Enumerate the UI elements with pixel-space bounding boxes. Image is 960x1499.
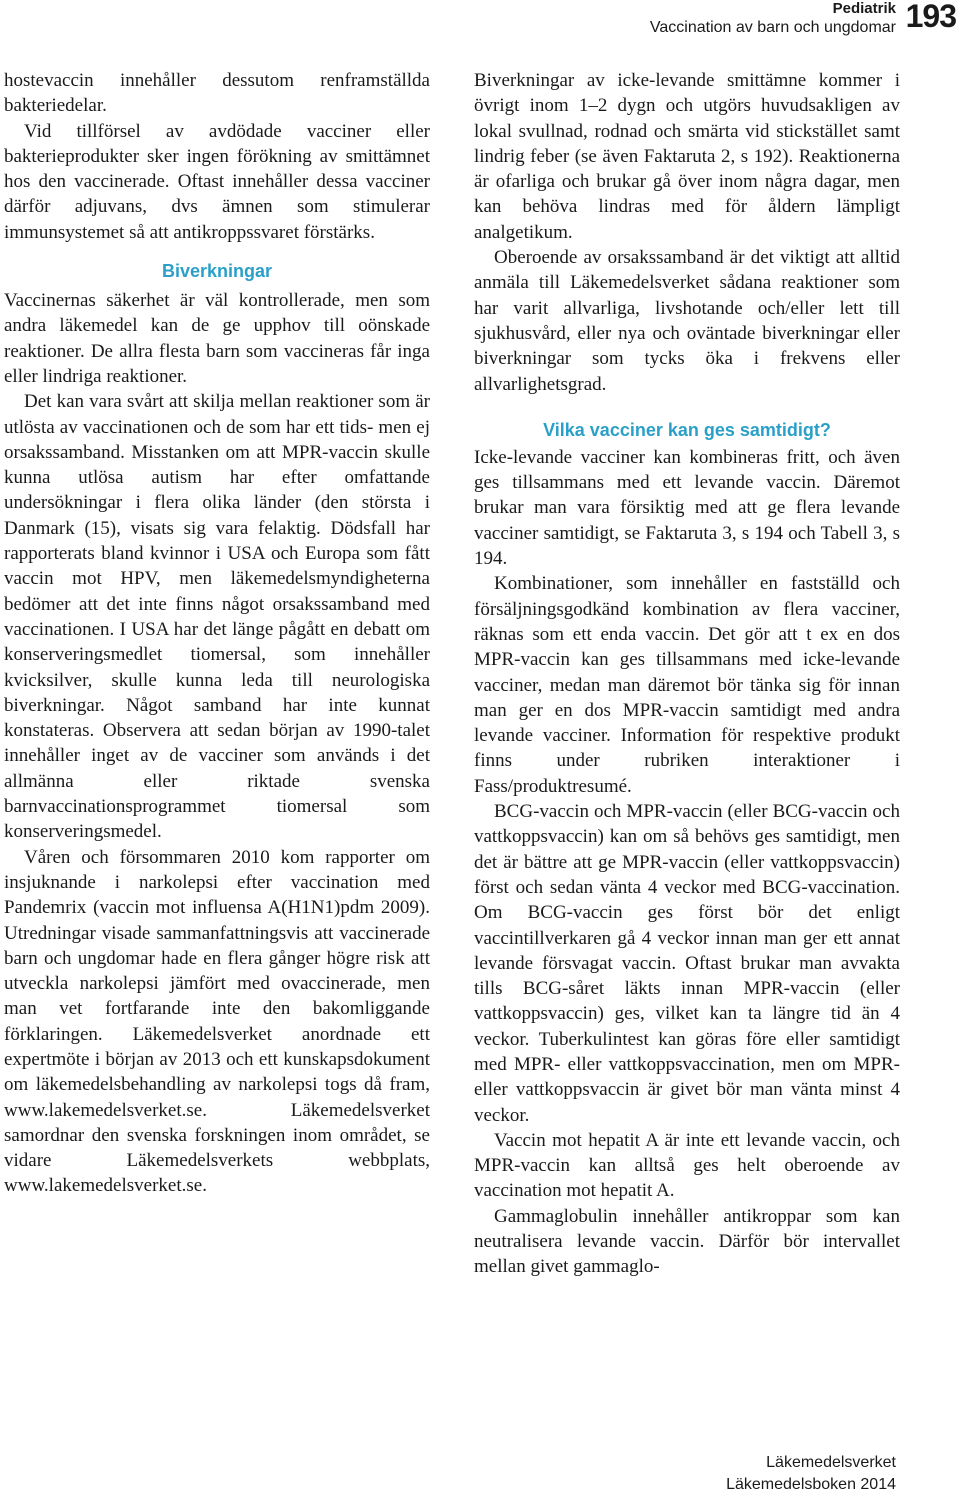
paragraph: Vaccinernas säkerhet är väl kontrollerade, men som andra läkemedel kan de ge upphov till oönskade reaktioner. De allra flesta barn som vaccineras får inga eller lindriga reaktioner. (4, 290, 430, 387)
right-column (474, 68, 900, 1280)
paragraph: Vaccin mot hepatit A är inte ett levande vaccin, och MPR-vaccin kan alltså ges helt oberoende av vaccination mot hepatit A. (474, 1129, 900, 1202)
page-number: 193 (905, 0, 956, 34)
running-header (650, 0, 896, 39)
page-footer (726, 1452, 896, 1496)
section-name: Pediatrik (832, 0, 896, 17)
paragraph: Icke-levande vacciner kan kombineras fritt, och även ges tillsammans med ett levande vaccin. Däremot brukar man vara försiktig med att ge flera levande vacciner samtidigt, se Faktaruta 3, s 194 och Tabell 3, s 194. (474, 446, 900, 570)
publisher-name: Läkemedelsverket (766, 1454, 896, 1471)
book-title: Läkemedelsboken 2014 (726, 1476, 896, 1493)
paragraph: Oberoende av orsakssamband är det viktigt att alltid anmäla till Läkemedelsverket sådana reaktioner som har varit allvarliga, livshotande och/eller lett till sjukhusvård, eller nya och oväntade biverkningar eller biverkningar som tycks öka i frekvens eller allvarlighetsgrad. (474, 247, 900, 395)
paragraph: Det kan vara svårt att skilja mellan reaktioner som är utlösta av vaccinationen och de som har ett tids- men ej orsakssamband. Misstanken om att MPR-vaccin skulle kunna utlösa autism har efter omfattande undersökningar i flera olika länder (den största i Danmark (15), visats sig vara felaktig. Dödsfall har rapporterats bland kvinnor i USA och Europa som fått vaccin mot HPV, men läkemedelsmyndigheterna bedömer att det inte finns något orsakssamband med vaccinationen. I USA har det länge pågått en debatt om konserveringsmedlet tiomersal, som innehåller kvicksilver, skulle kunna leda till neurologiska biverkningar. Något samband har inte kunnat konstateras. Observera att sedan början av 1990-talet innehåller inget av de vacciner som används i det allmänna eller riktade svenska barnvaccinationsprogrammet tiomersal som konserveringsmedel. (4, 391, 430, 843)
paragraph: BCG-vaccin och MPR-vaccin (eller BCG-vaccin och vattkoppsvaccin) kan om så behövs ges samtidigt, men det är bättre att ge MPR-vaccin (eller vattkoppsvaccin) först och sedan vänta 4 veckor med BCG-vaccination. Om BCG-vaccin ges först bör det enligt vaccintillverkaren gå 4 veckor innan man ger ett annat levande försvagat vaccin. Oftast brukar man avvakta tills BCG-såret läkts innan MPR-vaccin (eller vattkoppsvaccin) ges, vilket kan ta längre tid än 4 veckor. Tuberkulintest kan göras före eller samtidigt med MPR- eller vattkoppsvaccination, men om MPR- eller vattkoppsvaccin är givet bör man vänta minst 4 veckor. (474, 801, 900, 1126)
paragraph: Kombinationer, som innehåller en fastställd och försäljningsgodkänd kombination av flera vacciner, räknas som ett enda vaccin. Det gör att t ex en dos MPR-vaccin kan ges tillsammans med icke-levande vacciner, medan man däremot bör tänka sig för innan man ger en dos MPR-vaccin samtidigt med andra levande vacciner. Information för respektive produkt finns under rubriken interaktioner i Fass/produktresumé. (474, 573, 900, 797)
page-header (0, 0, 960, 46)
paragraph: Våren och försommaren 2010 kom rapporter om insjuknande i narkolepsi efter vaccination med Pandemrix (vaccin mot influensa A(H1N1)pdm 2009). Utredningar visade sammanfattningsvis att vaccinerade barn och ungdomar hade en flera gånger högre risk att utveckla narkolepsi jämfört med ovaccinerade, men man vet fortfarande inte den bakomliggande förklaringen. Läkemedelsverket anordnade ett expertmöte i början av 2013 och ett kunskapsdokument om läkemedelsbehandling av narkolepsi togs då fram, www.lakemedelsverket.se. Läkemedelsverket samordnar den svenska forskningen inom området, se vidare Läkemedelsverkets webbplats, www.lakemedelsverket.se. (4, 846, 430, 1197)
left-column (4, 68, 430, 1199)
paragraph: Gammaglobulin innehåller antikroppar som kan neutralisera levande vaccin. Därför bör intervallet mellan givet gammaglo- (474, 1205, 900, 1278)
section-heading: Biverkningar (161, 261, 273, 282)
chapter-title: Vaccination av barn och ungdomar (649, 19, 896, 36)
section-heading: Vilka vacciner kan ges samtidigt? (543, 419, 831, 440)
paragraph: Vid tillförsel av avdödade vacciner eller bakterieprodukter sker ingen förökning av smittämnet hos den vaccinerade. Oftast innehåller dessa vacciner därför adjuvans, dvs ämnen som stimulerar immunsystemet så att antikroppssvaret förstärks. (4, 120, 430, 243)
paragraph: hostevaccin innehåller dessutom renframställda bakteriedelar. (4, 70, 430, 117)
paragraph: Biverkningar av icke-levande smittämne kommer i övrigt inom 1–2 dygn och utgörs huvudsakligen av lokal svullnad, rodnad och smärta vid stickstället samt lindrig feber (se även Faktaruta 2, s 192). Reaktionerna är ofarliga och brukar gå över inom några dagar, men kan behöva lindras med för åldern lämpligt analgetikum. (474, 70, 900, 243)
